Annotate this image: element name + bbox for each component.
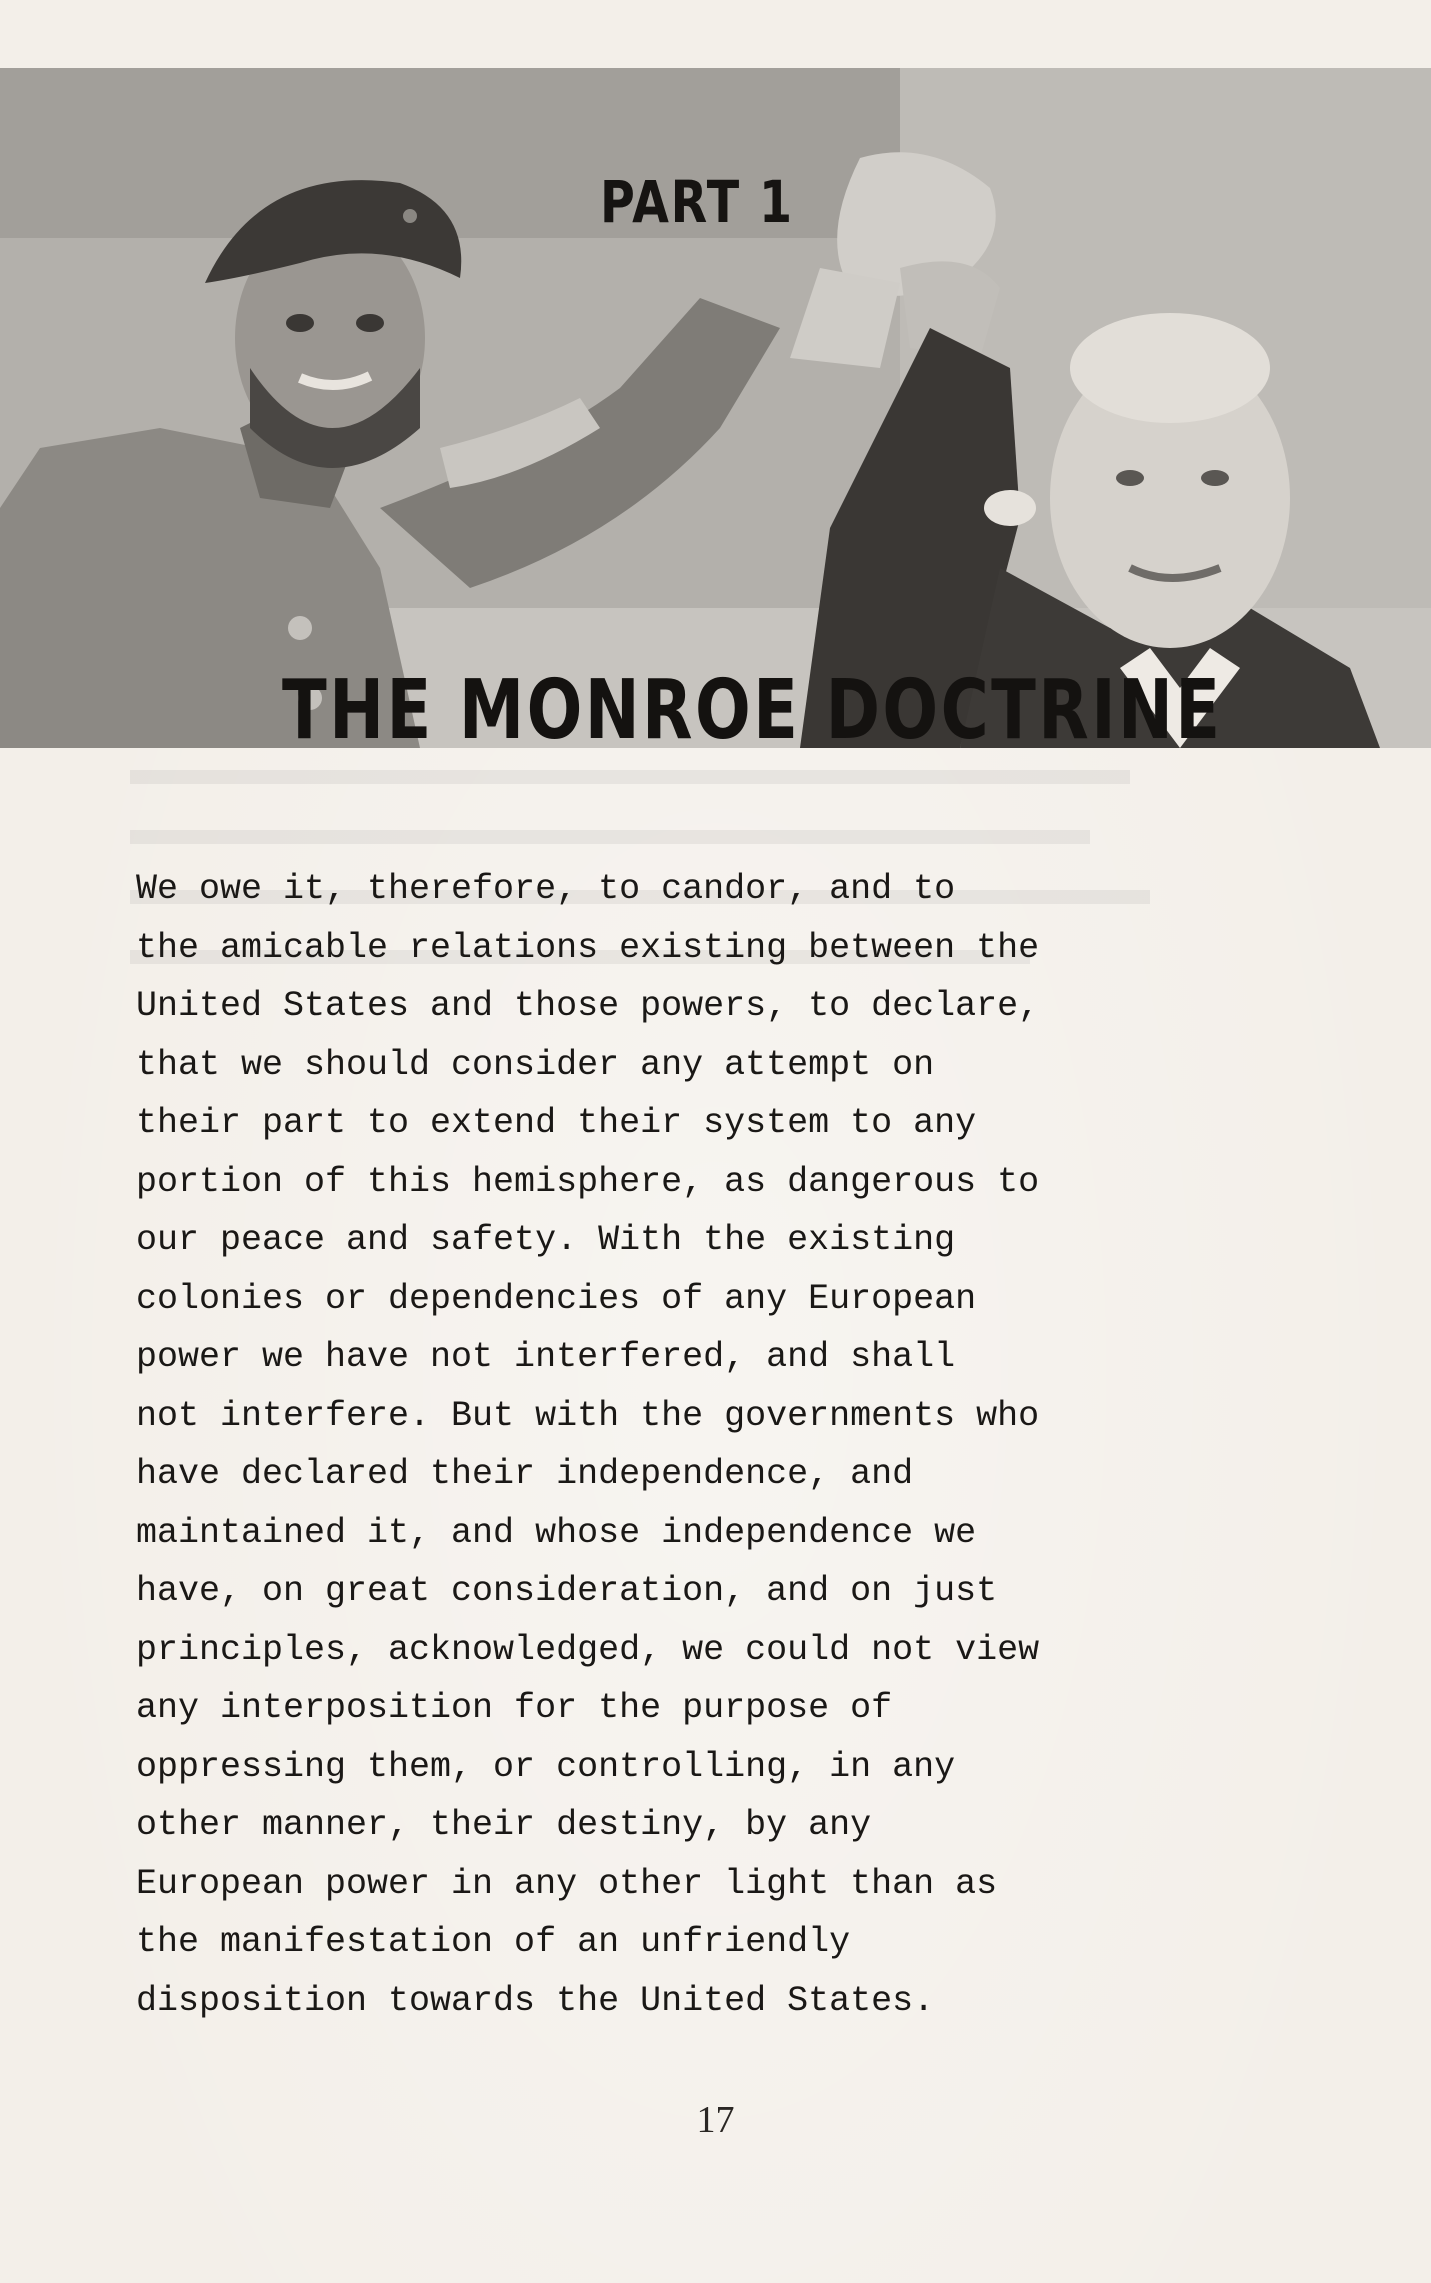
body-paragraph: We owe it, therefore, to candor, and to the amicable relations existing between the United States and those powers, to declare, that we should consider any attempt on their part to extend their system to any portion of this hemisphere, as dangerous to our peace and safety. With the existing colonies or dependencies of any European power we have not interfered, and shall not interfere. But with the governments who have declared their independence, and maintained it, and whose independence we have, on great consideration, and on just principles, acknowledged, we could not view any interposition for the purpose of oppressing them, or controlling, in any other manner, their destiny, by any European power in any other light than as the manifestation of an unfriendly disposition towards the United States.	[136, 869, 1040, 2021]
chapter-title: THE MONROE DOCTRINE	[282, 663, 1223, 758]
part-label: PART 1	[600, 168, 794, 236]
page-number: 17	[696, 2099, 735, 2141]
